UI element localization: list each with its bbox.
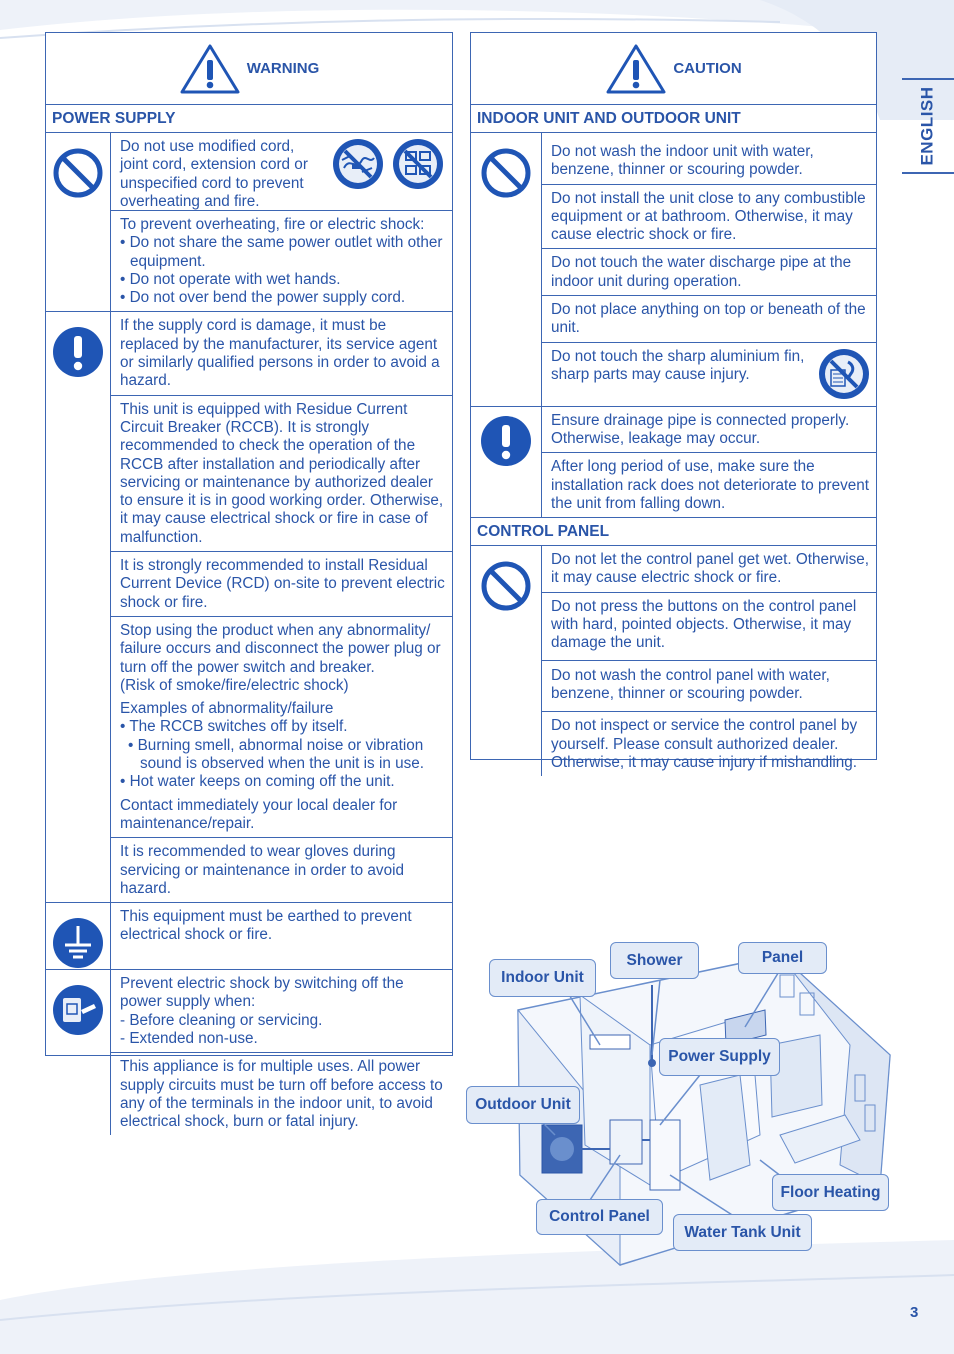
bullet-item: • Hot water keeps on coming off the unit.	[120, 773, 395, 791]
text-line: - Before cleaning or servicing.	[120, 1011, 323, 1029]
control-prohibit-cell-3: Do not wash the control panel with water, benzene, thinner or scouring powder.	[542, 661, 876, 713]
power-prohibit-cell-1	[111, 133, 452, 211]
control-prohibit-cell-2: Do not press the buttons on the control panel with hard, pointed objects. Otherwise, it may damage the unit.	[542, 593, 876, 661]
examples-label: Examples of abnormality/failure	[120, 700, 334, 718]
indoor-prohibit-cell-3: Do not touch the water discharge pipe at the indoor unit during operation.	[542, 249, 876, 296]
caution-title: CAUTION	[673, 60, 742, 77]
power-mandatory-cell-3: It is strongly recommended to install Residual Current Device (RCD) on-site to prevent electric shock or fire.	[111, 552, 452, 617]
warning-panel	[45, 32, 453, 1131]
no-modified-cord-icon	[332, 138, 384, 190]
label-panel: Panel	[738, 942, 827, 974]
no-touch-fin-icon	[818, 348, 870, 400]
earth-ground-icon	[52, 917, 104, 969]
indoor-prohibit-cell-4: Do not place anything on top or beneath of the unit.	[542, 296, 876, 343]
power-prohibit-group	[46, 133, 452, 312]
label-shower: Shower	[610, 942, 699, 979]
warning-title: WARNING	[246, 60, 320, 77]
power-mandatory-cell-2: This unit is equipped with Residue Current Circuit Breaker (RCCB). It is strongly recommended to check the operation of the RCCB after installation and periodically after servicing or maintenance by authorized dealer to ensure it is in good working order. Otherwise, it may cause electrical shock or fire in case of malfunction.	[111, 396, 452, 552]
text-line: - Extended non-use.	[120, 1029, 258, 1047]
text-line: Stop using the product when any abnormality/	[120, 621, 431, 639]
prohibition-icon	[52, 147, 104, 199]
bullet-item: • The RCCB switches off by itself.	[120, 718, 348, 736]
text-line: sharp parts may cause injury.	[551, 365, 750, 383]
text-line: Do not touch the sharp aluminium fin,	[551, 347, 805, 365]
label-outdoor-unit: Outdoor Unit	[466, 1086, 580, 1124]
caution-panel	[470, 32, 877, 771]
text-line: Prevent electric shock by switching off the power supply when:	[120, 975, 404, 1011]
bullet-item: • Do not operate with wet hands.	[120, 270, 341, 288]
power-prohibit-cell-2	[111, 211, 452, 311]
label-floor-heating: Floor Heating	[772, 1174, 889, 1211]
control-panel-heading: CONTROL PANEL	[471, 518, 876, 546]
exclamation-icon	[480, 415, 532, 467]
indoor-prohibit-group	[471, 133, 876, 407]
text-line: (Risk of smoke/fire/electric shock)	[120, 676, 349, 694]
control-prohibit-group	[471, 546, 876, 776]
power-supply-heading: POWER SUPPLY	[46, 105, 452, 133]
label-indoor-unit: Indoor Unit	[489, 959, 596, 997]
power-mandatory-cell-4	[111, 617, 452, 838]
mandatory-icon-cell	[46, 312, 111, 902]
text-line: turn off the power switch and breaker.	[120, 658, 375, 676]
indoor-prohibit-cell-5	[542, 343, 876, 406]
power-switch-off-cell-2: This appliance is for multiple uses. All power supply circuits must be turn off before access to any of the terminals in the indoor unit, to avoid electrical shock, burn or fatal injury.	[120, 1058, 443, 1131]
prohibit-icon-cell	[471, 133, 542, 406]
power-switch-off-cell-1	[111, 970, 452, 1053]
text-line: failure occurs and disconnect the power plug or	[120, 640, 441, 658]
switch-off-icon-cell	[46, 970, 111, 1135]
control-prohibit-cell-4: Do not inspect or service the control panel by yourself. Please consult authorized dealer. Otherwise, it may cause injury if mishandling.	[551, 717, 858, 771]
power-mandatory-cell-5: It is recommended to wear gloves during servicing or maintenance in order to avoid hazard.	[120, 843, 404, 897]
label-control-panel: Control Panel	[536, 1199, 663, 1235]
caution-header	[471, 33, 876, 105]
prohibition-icon	[480, 147, 532, 199]
text-line: unspecified cord to prevent	[120, 174, 304, 192]
contact-text: Contact immediately your local dealer for maintenance/repair.	[120, 796, 398, 832]
bullet-item: • Do not share the same power outlet with other equipment.	[120, 234, 443, 270]
language-tab-label: ENGLISH	[918, 86, 937, 166]
exclamation-icon	[52, 326, 104, 378]
page-number: 3	[910, 1304, 919, 1321]
indoor-prohibit-cell-1: Do not wash the indoor unit with water, benzene, thinner or scouring powder.	[542, 133, 876, 185]
earth-icon-cell	[46, 903, 111, 969]
text-line: joint cord, extension cord or	[120, 156, 308, 174]
label-power-supply: Power Supply	[659, 1038, 780, 1076]
no-extension-cord-icon	[392, 138, 444, 190]
power-mandatory-cell-1: If the supply cord is damage, it must be replaced by the manufacturer, its service agent or similarly qualified persons in order to avoid a hazard.	[111, 312, 452, 395]
prohibit-icon-cell	[46, 133, 111, 311]
text-line: To prevent overheating, fire or electric shock:	[120, 216, 425, 233]
indoor-outdoor-heading: INDOOR UNIT AND OUTDOOR UNIT	[471, 105, 876, 133]
label-water-tank-unit: Water Tank Unit	[673, 1214, 812, 1251]
bullet-item: • Do not over bend the power supply cord.	[120, 289, 406, 307]
text-line: Do not use modified cord,	[120, 138, 295, 155]
warning-triangle-icon	[179, 43, 241, 95]
prohibition-icon	[480, 560, 532, 612]
indoor-mandatory-cell-2: After long period of use, make sure the installation rack does not deteriorate to prevent the unit from falling down.	[551, 458, 870, 512]
power-switch-off-group	[46, 970, 452, 1135]
language-tab	[902, 78, 954, 174]
prohibit-icon-cell	[471, 546, 542, 776]
warning-header	[46, 33, 452, 105]
switch-off-icon	[52, 984, 104, 1036]
caution-triangle-icon	[605, 43, 667, 95]
power-earth-cell-1: This equipment must be earthed to prevent electrical shock or fire.	[120, 908, 412, 944]
power-earth-group	[46, 903, 452, 970]
indoor-mandatory-cell-1: Ensure drainage pipe is connected properly. Otherwise, leakage may occur.	[542, 407, 876, 454]
indoor-prohibit-cell-2: Do not install the unit close to any combustible equipment or at bathroom. Otherwise, it may cause electric shock or fire.	[542, 185, 876, 250]
bullet-item: • Burning smell, abnormal noise or vibration sound is observed when the unit is in use.	[128, 736, 425, 773]
indoor-mandatory-group	[471, 407, 876, 518]
control-prohibit-cell-1: Do not let the control panel get wet. Otherwise, it may cause electric shock or fire.	[542, 546, 876, 593]
mandatory-icon-cell	[471, 407, 542, 517]
power-mandatory-group	[46, 312, 452, 903]
text-line: overheating and fire.	[120, 192, 260, 210]
